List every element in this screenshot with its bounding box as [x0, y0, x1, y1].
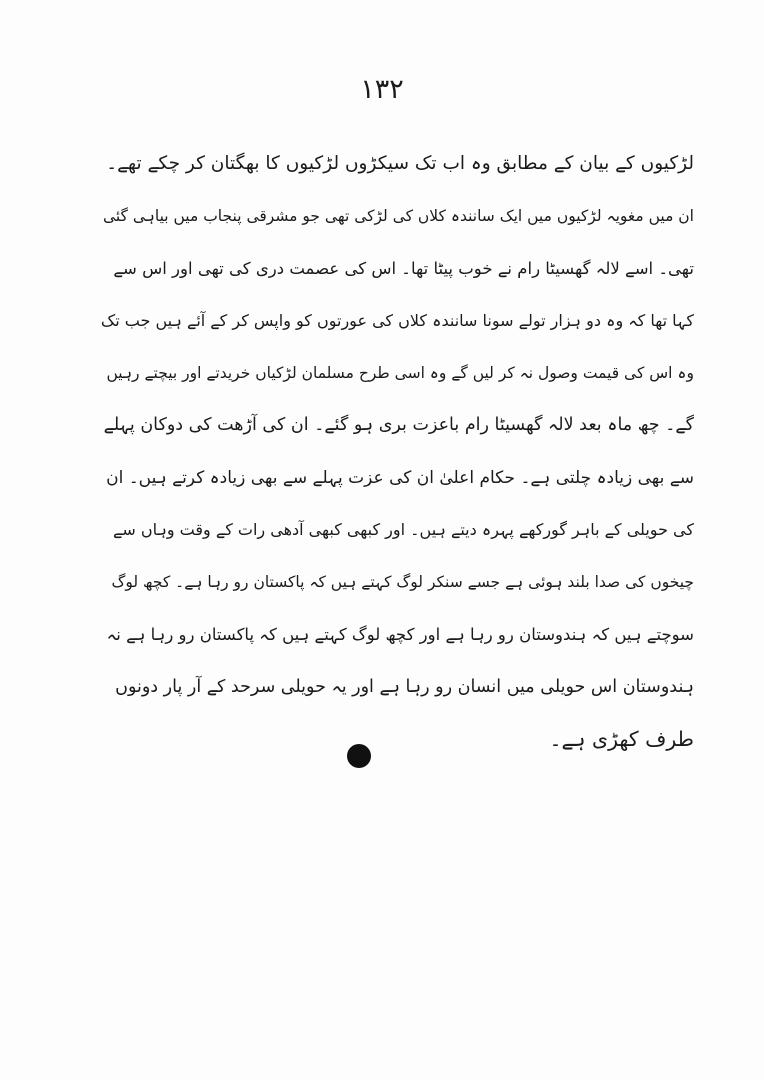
text-line: کی حویلی کے باہر گورکھے پہرہ دیتے ہیں۔ اور کبھی کبھی آدھی رات کے وقت وہاں سے	[112, 520, 694, 540]
body-text	[100, 138, 694, 766]
text-line: ان میں مغویہ لڑکیوں میں ایک سانندہ کلاں کی لڑکی تھی جو مشرقی پنجاب میں بیاہی گئی	[102, 207, 694, 226]
text-line: سے بھی زیادہ چلتی ہے۔ حکام اعلیٰ ان کی عزت پہلے سے بھی زیادہ کرتے ہیں۔ ان	[106, 467, 694, 488]
text-line: طرف کھڑی ہے۔	[549, 727, 694, 752]
text-line: تھی۔ اسے لالہ گھسیٹا رام نے خوب پیٹا تھا۔ اس کی عصمت دری کی تھی اور اس سے	[113, 258, 694, 278]
end-marker-dot	[347, 744, 371, 768]
text-line: ہندوستان اس حویلی میں انسان رو رہا ہے اور یہ حویلی سرحد کے آر پار دونوں	[115, 676, 694, 697]
text-line: لڑکیوں کے بیان کے مطابق وہ اب تک سیکڑوں لڑکیوں کا بھگتان کر چکے تھے۔	[106, 153, 694, 174]
text-line: چیخوں کی صدا بلند ہوئی ہے جسے سنکر لوگ کہتے ہیں کہ پاکستان رو رہا ہے۔ کچھ لوگ	[111, 573, 694, 592]
text-line: کہا تھا کہ وہ دو ہزار تولے سونا سانندہ کلاں کی عورتوں کو واپس کر کے آئے ہیں جب تک	[100, 310, 694, 330]
text-line: سوچتے ہیں کہ ہندوستان رو رہا ہے اور کچھ لوگ کہتے ہیں کہ پاکستان رو رہا ہے نہ	[106, 624, 694, 644]
text-line: گے۔ چھ ماہ بعد لالہ گھسیٹا رام باعزت بری ہو گئے۔ ان کی آڑھت کی دوکان پہلے	[103, 415, 694, 436]
text-line: وہ اس کی قیمت وصول نہ کر لیں گے وہ اسی طرح مسلمان لڑکیاں خریدتے اور بیچتے رہیں	[106, 364, 694, 383]
page-number: ۱۳۲	[360, 74, 404, 105]
